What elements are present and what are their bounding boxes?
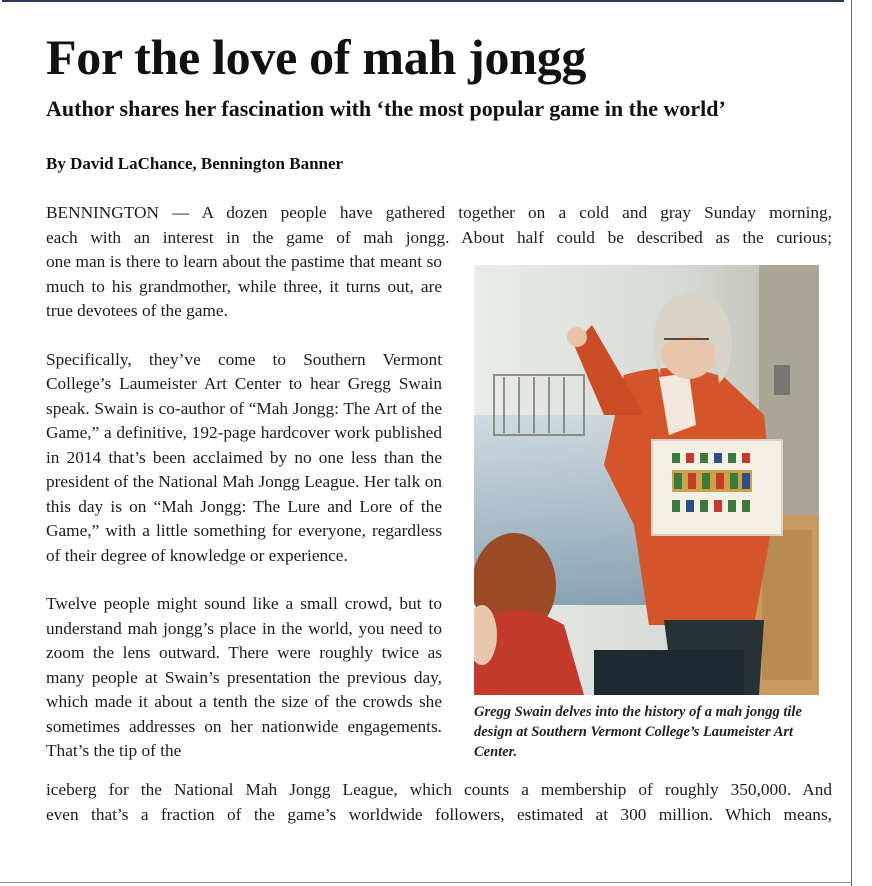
body-column [46,250,442,788]
intro-line: each with an interest in the game of mah jongg. About half could be described as the curious; [46,227,832,247]
body-paragraph: Specifically, they’ve come to Southern Vermont College’s Laumeister Art Center to hear Gregg Swain speak. Swain is co-author of “Mah Jongg: The Art of the Game,” a definitive, 192-page hardcover work published in 2014 that’s been acclaimed by no one less than the president of the National Mah Jongg League. Her talk on this day is on “Mah Jongg: The Lure and Lore of the Game,” with a little something for everyone, regardless of their degree of knowledge or experience. [46,349,442,565]
headline: For the love of mah jongg [46,29,587,85]
intro-line: BENNINGTON — A dozen people have gathered together on a cold and gray Sunday morning, [46,203,832,222]
bottom-rule [0,882,852,883]
closing-line: even that’s a fraction of the game’s worldwide followers, estimated at 300 million. Which means, [46,804,832,824]
top-rule [2,0,844,2]
body-paragraph: Twelve people might sound like a small crowd, but to understand mah jongg’s place in the world, you need to zoom the lens outward. There were roughly twice as many people at Swain’s presentation the previous day, which made it about a tenth the size of the crowds she sometimes addresses on her nationwide engagements. That’s the tip of the [46,594,442,760]
closing-line: iceberg for the National Mah Jongg League, which counts a membership of roughly 350,000. And [46,780,832,799]
closing-paragraph [46,778,832,827]
photo-caption: Gregg Swain delves into the history of a mah jongg tile design at Southern Vermont College’s Laumeister Art Center. [474,704,802,760]
subheadline: Author shares her fascination with ‘the most popular game in the world’ [46,96,726,121]
photo-illustration [474,265,819,695]
article-photo [474,265,819,695]
intro-paragraph [46,201,832,250]
body-paragraph: one man is there to learn about the pastime that meant so much to his grandmother, while three, it turns out, are true devotees of the game. [46,252,442,320]
byline: By David LaChance, Bennington Banner [46,154,344,173]
